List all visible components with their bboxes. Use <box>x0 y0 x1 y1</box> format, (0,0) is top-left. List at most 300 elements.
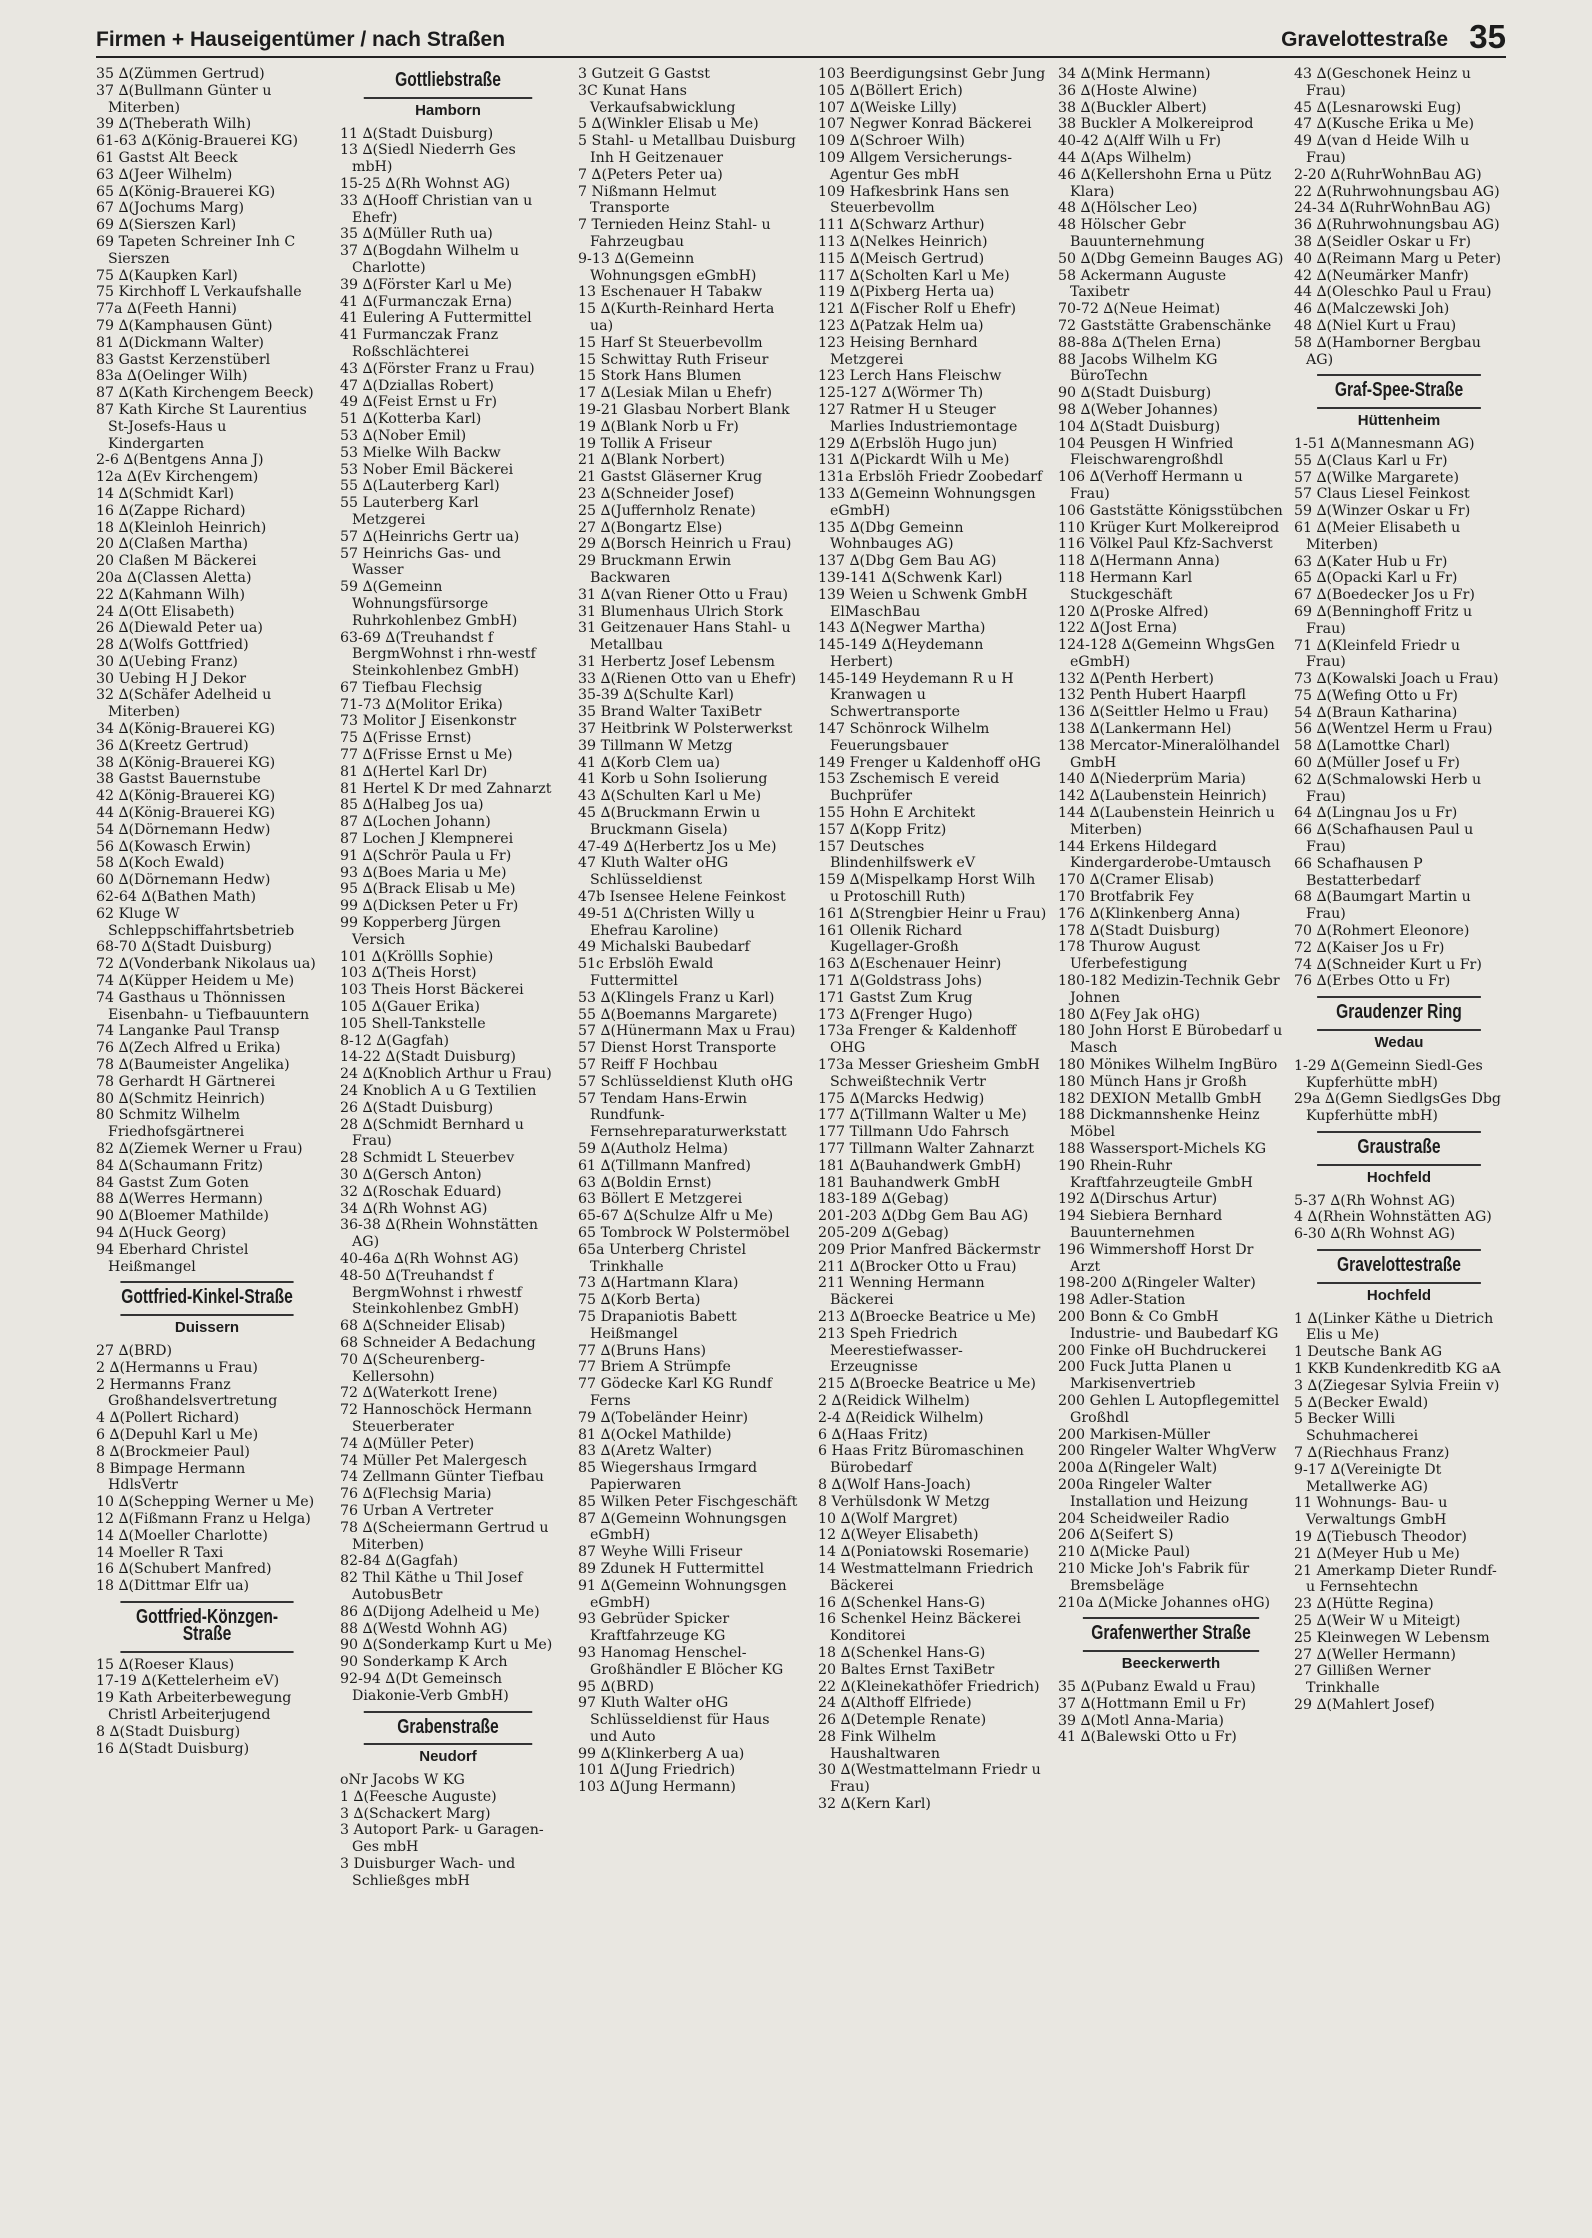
directory-entry: 14 ∆(Poniatowski Rosemarie) <box>818 1544 1030 1561</box>
directory-entry: 20a ∆(Classen Aletta) <box>96 569 252 586</box>
directory-entry: 97 Kluth Walter oHG Schlüsseldienst für Haus und Auto <box>578 1695 770 1745</box>
directory-entry: 211 Wenning Hermann Bäckerei <box>818 1275 985 1309</box>
directory-entry: 125-127 ∆(Wörmer Th) <box>818 385 984 402</box>
directory-entry: 82 Thil Käthe u Thil Josef AutobusBetr <box>340 1570 523 1603</box>
directory-entry: 78 ∆(Baumeister Angelika) <box>96 1057 290 1074</box>
directory-entry: 67 Tiefbau Flechsig <box>340 679 483 696</box>
street-heading: Graf-Spee-Straße <box>1317 374 1481 409</box>
directory-entry: 69 ∆(Benninghoff Fritz u Frau) <box>1294 603 1473 637</box>
directory-entry: 76 Urban A Vertreter <box>340 1502 494 1519</box>
directory-entry: 74 ∆(Müller Peter) <box>340 1435 475 1452</box>
directory-entry: 58 ∆(Koch Ewald) <box>96 855 225 872</box>
directory-entry: 47 ∆(Kusche Erika u Me) <box>1294 116 1475 133</box>
directory-entry: 72 ∆(Waterkott Irene) <box>340 1385 498 1402</box>
directory-entry: 127 Ratmer H u Steuger Marlies Industriemontage <box>818 401 1018 435</box>
directory-entry: 82 ∆(Ziemek Werner u Frau) <box>96 1141 303 1157</box>
directory-entry: 205-209 ∆(Gebag) <box>818 1224 949 1241</box>
directory-entry: oNr Jacobs W KG <box>340 1772 465 1789</box>
directory-entry: 48 ∆(Hölscher Leo) <box>1058 200 1198 217</box>
directory-entry: 70 ∆(Scheurenberg-Kellersohn) <box>340 1351 485 1385</box>
directory-entry: 81 ∆(Ockel Mathilde) <box>578 1426 732 1443</box>
directory-entry: 19 ∆(Blank Norb u Fr) <box>578 418 739 435</box>
directory-entry: 27 Gillißen Werner Trinkhalle <box>1294 1663 1431 1697</box>
directory-entry: 90 ∆(Bloemer Mathilde) <box>96 1208 269 1225</box>
directory-entry: 75 ∆(Frisse Ernst) <box>340 730 472 747</box>
directory-entry: 47b Isensee Helene Feinkost <box>578 889 786 906</box>
directory-entry: 15 Schwittay Ruth Friseur <box>578 351 769 368</box>
header-running-street: Gravelottestraße <box>1281 28 1448 51</box>
directory-entry: 105 ∆(Gauer Erika) <box>340 999 480 1016</box>
directory-entry: 27 ∆(BRD) <box>96 1342 173 1359</box>
directory-entry: 120 ∆(Proske Alfred) <box>1058 603 1209 620</box>
directory-entry: 28 ∆(Wolfs Gottfried) <box>96 637 249 654</box>
directory-entry: 92-94 ∆(Dt Gemeinsch Diakonie-Verb GmbH) <box>340 1670 509 1704</box>
directory-entry: 215 ∆(Broecke Beatrice u Me) <box>818 1376 1036 1393</box>
directory-entry: 75 ∆(Wefing Otto u Fr) <box>1294 687 1458 704</box>
directory-entry: 70-72 ∆(Neue Heimat) <box>1058 301 1221 318</box>
street-heading: Graudenzer Ring <box>1317 996 1481 1031</box>
directory-entry: 20 Claßen M Bäckerei <box>96 553 257 570</box>
directory-entry: 19 Kath Arbeiterbewegung Christl Arbeiterjugend <box>96 1690 292 1723</box>
directory-entry: 178 ∆(Stadt Duisburg) <box>1058 922 1221 939</box>
directory-entry: 15 ∆(Kurth-Reinhard Herta ua) <box>578 301 775 334</box>
directory-entry: 39 Tillmann W Metzg <box>578 737 733 754</box>
directory-entry: 88 ∆(Westd Wohnh AG) <box>340 1620 508 1637</box>
directory-entry: 56 ∆(Kowasch Erwin) <box>96 838 251 855</box>
directory-entry: 28 Fink Wilhelm Haushaltwaren <box>818 1728 941 1762</box>
directory-entry: 149 Frenger u Kaldenhoff oHG <box>818 754 1041 771</box>
directory-entry: 116 Völkel Paul Kfz-Sachverst <box>1058 536 1273 553</box>
directory-entry: 24 Knoblich A u G Textilien <box>340 1083 537 1100</box>
street-heading: Gottfried-Könzgen-Straße <box>120 1601 293 1653</box>
directory-entry: 3 Duisburger Wach- und Schließges mbH <box>340 1856 516 1889</box>
directory-entry: 106 ∆(Verhoff Hermann u Frau) <box>1058 469 1243 502</box>
directory-entry: 80 ∆(Schmitz Heinrich) <box>96 1090 265 1107</box>
directory-entry: 84 ∆(Schaumann Fritz) <box>96 1157 263 1174</box>
directory-entry: 7 ∆(Peters Peter ua) <box>578 166 723 183</box>
directory-entry: 44 ∆(Aps Wilhelm) <box>1058 149 1192 166</box>
directory-entry: 6 Haas Fritz Büromaschinen Bürobedarf <box>818 1443 1024 1477</box>
directory-entry: 74 Müller Pet Malergesch <box>340 1452 528 1469</box>
directory-entry: 65-67 ∆(Schulze Alfr u Me) <box>578 1208 774 1225</box>
directory-entry: 177 Tillmann Walter Zahnarzt <box>818 1141 1035 1157</box>
directory-entry: 16 ∆(Zappe Richard) <box>96 502 246 519</box>
directory-entry: 42 ∆(Neumärker Manfr) <box>1294 267 1469 284</box>
directory-entry: 28 Schmidt L Steuerbev <box>340 1150 515 1167</box>
directory-entry: 157 ∆(Kopp Fritz) <box>818 821 947 838</box>
directory-entry: 170 ∆(Cramer Elisab) <box>1058 872 1215 889</box>
directory-entry: 10 ∆(Wolf Margret) <box>818 1510 958 1527</box>
directory-entry: 109 Allgem Versicherungs-Agentur Ges mbH <box>818 149 1012 183</box>
directory-entry: 173a Frenger & Kaldenhoff OHG <box>818 1023 1017 1057</box>
directory-entry: 188 Dickmannshenke Heinz Möbel <box>1058 1107 1260 1141</box>
directory-entry: 133 ∆(Gemeinn Wohnungsgen eGmbH) <box>818 485 1036 519</box>
directory-entry: 40 ∆(Reimann Marg u Peter) <box>1294 250 1502 267</box>
street-heading: Grabenstraße <box>364 1711 532 1746</box>
directory-entry: 180-182 Medizin-Technik Gebr Johnen <box>1058 973 1280 1006</box>
directory-entry: 1 ∆(Feesche Auguste) <box>340 1788 497 1805</box>
directory-entry: 36-38 ∆(Rhein Wohnstätten AG) <box>340 1217 539 1251</box>
district-heading: Hochfeld <box>1366 1168 1432 1186</box>
directory-entry: 1-51 ∆(Mannesmann AG) <box>1294 435 1475 452</box>
directory-entry: 27 ∆(Bongartz Else) <box>578 519 723 536</box>
directory-entry: 1 ∆(Linker Käthe u Dietrich Elis u Me) <box>1294 1310 1494 1344</box>
directory-entry: 57 Heinrichs Gas- und Wasser <box>340 545 501 579</box>
directory-entry: 61-63 ∆(König-Brauerei KG) <box>96 133 299 150</box>
directory-entry: 9-13 ∆(Gemeinn Wohnungsgen eGmbH) <box>578 250 757 284</box>
directory-entry: 75 Kirchhoff L Verkaufshalle <box>96 284 302 301</box>
directory-entry: 30 ∆(Westmattelmann Friedr u Frau) <box>818 1762 1041 1796</box>
directory-entry: 107 Negwer Konrad Bäckerei <box>818 116 1032 133</box>
directory-entry: 196 Wimmershoff Horst Dr Arzt <box>1058 1241 1254 1275</box>
column-3 <box>578 66 798 2226</box>
directory-entry: 99 ∆(Dicksen Peter u Fr) <box>340 898 519 915</box>
directory-entry: 200 Ringeler Walter WhgVerw <box>1058 1443 1277 1460</box>
directory-entry: 200 Gehlen L Autopflegemittel Großhdl <box>1058 1392 1280 1426</box>
directory-entry: 211 ∆(Brocker Otto u Frau) <box>818 1258 1017 1275</box>
directory-entry: 34 ∆(Mink Hermann) <box>1058 66 1211 82</box>
directory-entry: 61 Gastst Alt Beeck <box>96 149 238 166</box>
directory-entry: 213 ∆(Broecke Beatrice u Me) <box>818 1308 1036 1325</box>
directory-entry: 173 ∆(Frenger Hugo) <box>818 1006 973 1023</box>
directory-entry: 93 Hanomag Henschel-Großhändler E Blöcher KG <box>578 1644 784 1678</box>
directory-entry: 17 ∆(Lesiak Milan u Ehefr) <box>578 385 773 402</box>
directory-entry: 123 Lerch Hans Fleischw <box>818 368 1002 385</box>
directory-entry: 210 ∆(Micke Paul) <box>1058 1544 1191 1561</box>
directory-entry: 194 Siebiera Bernhard Bauunternehmen <box>1058 1208 1223 1241</box>
directory-entry: 81 Hertel K Dr med Zahnarzt <box>340 780 552 797</box>
directory-entry: 122 ∆(Jost Erna) <box>1058 620 1178 637</box>
directory-entry: 22 ∆(Kahmann Wilh) <box>96 586 245 603</box>
directory-entry: 37 ∆(Bogdahn Wilhelm u Charlotte) <box>340 243 519 276</box>
directory-entry: 2-20 ∆(RuhrWohnBau AG) <box>1294 166 1482 183</box>
directory-entry: 99 ∆(Klinkerberg A ua) <box>578 1745 745 1762</box>
directory-entry: 25 ∆(Juffernholz Renate) <box>578 502 756 519</box>
directory-entry: 65 Tombrock W Polstermöbel <box>578 1224 790 1241</box>
directory-entry: 55 ∆(Claus Karl u Fr) <box>1294 452 1448 469</box>
directory-entry: 176 ∆(Klinkenberg Anna) <box>1058 905 1241 922</box>
directory-entry: 34 ∆(Rh Wohnst AG) <box>340 1200 488 1217</box>
directory-entry: 8 ∆(Stadt Duisburg) <box>96 1723 241 1740</box>
directory-entry: 83 Gastst Kerzenstüberl <box>96 351 271 368</box>
directory-entry: 21 Amerkamp Dieter Rundf- u Fernsehtechn <box>1294 1562 1497 1596</box>
directory-entry: 31 ∆(van Riener Otto u Frau) <box>578 586 789 603</box>
directory-entry: 75 ∆(Kaupken Karl) <box>96 267 238 284</box>
directory-entry: 94 Eberhard Christel Heißmangel <box>96 1241 249 1275</box>
directory-entry: 49-51 ∆(Christen Willy u Ehefrau Karoline) <box>578 905 755 939</box>
directory-entry: 170 Brotfabrik Fey <box>1058 889 1194 906</box>
directory-entry: 21 ∆(Meyer Hub u Me) <box>1294 1545 1460 1562</box>
directory-entry: 41 Korb u Sohn Isolierung <box>578 771 768 788</box>
directory-entry: 109 Hafkesbrink Hans sen Steuerbevollm <box>818 183 1010 217</box>
directory-entry: 3 Autoport Park- u Garagen-Ges mbH <box>340 1822 544 1856</box>
directory-entry: 143 ∆(Negwer Martha) <box>818 620 986 637</box>
directory-entry: 77 Briem A Strümpfe <box>578 1359 731 1376</box>
directory-entry: 11 ∆(Stadt Duisburg) <box>340 125 494 142</box>
directory-entry: 48 ∆(Niel Kurt u Frau) <box>1294 317 1457 334</box>
directory-entry: 7 ∆(Riechhaus Franz) <box>1294 1444 1450 1461</box>
directory-entry: 35 ∆(Zümmen Gertrud) <box>96 66 265 82</box>
directory-entry: 17-19 ∆(Kettelerheim eV) <box>96 1673 280 1690</box>
directory-entry: 42 ∆(König-Brauerei KG) <box>96 788 276 805</box>
directory-entry: 23 ∆(Schneider Josef) <box>578 485 735 502</box>
directory-entry: 40-42 ∆(Alff Wilh u Fr) <box>1058 133 1222 150</box>
directory-entry: 192 ∆(Dirschus Artur) <box>1058 1191 1218 1208</box>
directory-entry: 75 Drapaniotis Babett Heißmangel <box>578 1308 737 1342</box>
directory-entry: 180 ∆(Fey Jak oHG) <box>1058 1006 1201 1023</box>
directory-entry: 35 Brand Walter TaxiBetr <box>578 704 762 721</box>
directory-entry: 38 ∆(Seidler Oskar u Fr) <box>1294 233 1472 250</box>
directory-entry: 8 ∆(Wolf Hans-Joach) <box>818 1476 971 1493</box>
directory-entry: 210a ∆(Micke Johannes oHG) <box>1058 1594 1271 1611</box>
directory-entry: 15-25 ∆(Rh Wohnst AG) <box>340 175 511 192</box>
street-heading: Gottliebstraße <box>364 66 532 99</box>
directory-entry: 181 Bauhandwerk GmbH <box>818 1174 1001 1191</box>
directory-entry: 105 ∆(Böllert Erich) <box>818 82 963 99</box>
directory-entry: 137 ∆(Dbg Gem Bau AG) <box>818 553 997 570</box>
column-2 <box>340 66 556 2226</box>
directory-entry: 78 ∆(Scheiermann Gertrud u Miterben) <box>340 1519 549 1553</box>
directory-entry: 5 ∆(Becker Ewald) <box>1294 1394 1429 1411</box>
directory-entry: 115 ∆(Meisch Gertrud) <box>818 250 985 267</box>
directory-entry: 103 ∆(Theis Horst) <box>340 965 477 982</box>
directory-entry: 15 ∆(Roeser Klaus) <box>96 1656 235 1673</box>
directory-entry: 84 Gastst Zum Goten <box>96 1174 249 1191</box>
directory-entry: 8 ∆(Brockmeier Paul) <box>96 1443 250 1460</box>
directory-entry: 29a ∆(Gemn SiedlgsGes Dbg Kupferhütte mbH) <box>1294 1091 1501 1125</box>
directory-entry: 82-84 ∆(Gagfah) <box>340 1553 459 1570</box>
directory-entry: 32 ∆(Roschak Eduard) <box>340 1183 502 1200</box>
directory-entry: 90 Sonderkamp K Arch <box>340 1654 508 1671</box>
directory-entry: 58 Ackermann Auguste Taxibetr <box>1058 267 1227 301</box>
directory-entry: 101 ∆(Kröllls Sophie) <box>340 948 494 965</box>
directory-entry: 177 ∆(Tillmann Walter u Me) <box>818 1107 1027 1124</box>
directory-entry: 103 Theis Horst Bäckerei <box>340 982 524 999</box>
directory-entry: 36 ∆(Kreetz Gertrud) <box>96 737 249 754</box>
directory-entry: 67 ∆(Boedecker Jos u Fr) <box>1294 587 1475 604</box>
directory-entry: 14 Moeller R Taxi <box>96 1544 224 1561</box>
directory-entry: 10 ∆(Schepping Werner u Me) <box>96 1494 315 1511</box>
directory-entry: 7 Ternieden Heinz Stahl- u Fahrzeugbau <box>578 217 771 250</box>
directory-entry: 89 Zdunek H Futtermittel <box>578 1560 765 1577</box>
directory-entry: 132 ∆(Penth Herbert) <box>1058 670 1214 687</box>
directory-entry: 77 Gödecke Karl KG Rundf Ferns <box>578 1376 772 1409</box>
directory-entry: 40-46a ∆(Rh Wohnst AG) <box>340 1250 519 1267</box>
directory-entry: 86 ∆(Dijong Adelheid u Me) <box>340 1603 540 1620</box>
directory-entry: 30 ∆(Gersch Anton) <box>340 1167 482 1183</box>
directory-entry: 12 ∆(Fißmann Franz u Helga) <box>96 1510 311 1527</box>
directory-entry: 63-69 ∆(Treuhandst f BergmWohnst i rhn-westf Steinkohlenbez GmbH) <box>340 629 536 680</box>
directory-entry: 57 Dienst Horst Transporte <box>578 1040 777 1057</box>
directory-entry: 37 ∆(Hottmann Emil u Fr) <box>1058 1695 1247 1712</box>
directory-entry: 81 ∆(Hertel Karl Dr) <box>340 763 488 780</box>
directory-entry: 73 Molitor J Eisenkonstr <box>340 713 517 730</box>
directory-entry: 142 ∆(Laubenstein Heinrich) <box>1058 788 1267 805</box>
directory-entry: 1 Deutsche Bank AG <box>1294 1344 1443 1361</box>
directory-entry: 79 ∆(Tobeländer Heinr) <box>578 1409 749 1426</box>
directory-entry: 107 ∆(Weiske Lilly) <box>818 99 957 116</box>
directory-entry: 13 Eschenauer H Tabakw <box>578 284 763 301</box>
directory-entry: 85 ∆(Halbeg Jos ua) <box>340 797 484 814</box>
directory-entry: 83a ∆(Oelinger Wilh) <box>96 368 248 385</box>
directory-entry: 78 Gerhardt H Gärtnerei <box>96 1073 276 1090</box>
directory-entry: 21 Gastst Gläserner Krug <box>578 469 763 486</box>
directory-entry: 94 ∆(Huck Georg) <box>96 1224 227 1241</box>
directory-entry: 57 Tendam Hans-Erwin Rundfunk-Fernsehreparaturwerkstatt <box>578 1090 787 1141</box>
directory-entry: 18 ∆(Kleinloh Heinrich) <box>96 519 267 536</box>
directory-entry: 87 ∆(Kath Kirchengem Beeck) <box>96 385 314 402</box>
directory-entry: 93 Gebrüder Spicker Kraftfahrzeuge KG <box>578 1611 730 1645</box>
directory-entry: 20 ∆(Claßen Martha) <box>96 536 248 553</box>
column-6 <box>1294 66 1504 2226</box>
directory-entry: 29 ∆(Borsch Heinrich u Frau) <box>578 536 792 553</box>
directory-entry: 121 ∆(Fischer Rolf u Ehefr) <box>818 301 1017 318</box>
directory-entry: 15 Harf St Steuerbevollm <box>578 334 763 351</box>
directory-entry: 118 Hermann Karl Stuckgeschäft <box>1058 569 1193 603</box>
directory-entry: 171 ∆(Goldstrass Johs) <box>818 973 983 990</box>
directory-entry: 65 ∆(Opacki Karl u Fr) <box>1294 570 1458 587</box>
directory-entry: 39 ∆(Theberath Wilh) <box>96 116 252 133</box>
directory-entry: 101 ∆(Jung Friedrich) <box>578 1762 736 1779</box>
column-4 <box>818 66 1048 2226</box>
district-heading: Duissern <box>174 1319 240 1337</box>
directory-entry: 43 ∆(Schulten Karl u Me) <box>578 788 762 805</box>
column-1 <box>96 66 318 2226</box>
directory-entry: 72 ∆(Vonderbank Nikolaus ua) <box>96 956 316 973</box>
directory-entry: 27 ∆(Weller Hermann) <box>1294 1646 1456 1663</box>
directory-entry: 87 Lochen J Klempnerei <box>340 831 514 848</box>
directory-entry: 60 ∆(Müller Josef u Fr) <box>1294 755 1460 772</box>
directory-entry: 19-21 Glasbau Norbert Blank <box>578 401 790 418</box>
directory-entry: 85 Wilken Peter Fischgeschäft <box>578 1493 798 1510</box>
directory-entry: 35 ∆(Müller Ruth ua) <box>340 226 493 243</box>
directory-entry: 140 ∆(Niederprüm Maria) <box>1058 771 1246 788</box>
directory-entry: 39 ∆(Förster Karl u Me) <box>340 276 513 293</box>
directory-entry: 21 ∆(Blank Norbert) <box>578 452 725 469</box>
directory-entry: 5 Stahl- u Metallbau Duisburg Inh H Geitzenauer <box>578 133 796 166</box>
directory-entry: 85 Wiegershaus Irmgard Papierwaren <box>578 1460 758 1493</box>
directory-entry: 75 ∆(Korb Berta) <box>578 1292 701 1309</box>
directory-entry: 90 ∆(Sonderkamp Kurt u Me) <box>340 1637 553 1654</box>
directory-entry: 91 ∆(Gemeinn Wohnungsgen eGmbH) <box>578 1577 787 1611</box>
directory-entry: 53 Mielke Wilh Backw <box>340 444 501 461</box>
street-heading: Grafenwerther Straße <box>1083 1617 1259 1652</box>
directory-entry: 71 ∆(Kleinfeld Friedr u Frau) <box>1294 637 1461 671</box>
directory-entry: 24 ∆(Ott Elisabeth) <box>96 603 235 620</box>
directory-entry: 209 Prior Manfred Bäckermstr <box>818 1241 1041 1258</box>
directory-entry: 48 Hölscher Gebr Bauunternehmung <box>1058 217 1205 250</box>
directory-entry: 119 ∆(Pixberg Herta ua) <box>818 284 995 301</box>
directory-entry: 63 Böllert E Metzgerei <box>578 1191 743 1208</box>
directory-entry: 45 ∆(Bruckmann Erwin u Bruckmann Gisela) <box>578 805 761 838</box>
directory-entry: 161 ∆(Strengbier Heinr u Frau) <box>818 905 1047 922</box>
directory-entry: 16 ∆(Stadt Duisburg) <box>96 1740 250 1757</box>
directory-entry: 32 ∆(Schäfer Adelheid u Miterben) <box>96 687 272 721</box>
directory-entry: 109 ∆(Schroer Wilh) <box>818 133 965 150</box>
directory-entry: 99 Kopperberg Jürgen Versich <box>340 915 501 948</box>
directory-entry: 33 ∆(Rienen Otto van u Ehefr) <box>578 670 797 687</box>
directory-entry: 37 Heitbrink W Polsterwerkst <box>578 721 793 738</box>
directory-entry: 57 Reiff F Hochbau <box>578 1057 718 1074</box>
directory-entry: 41 ∆(Korb Clem ua) <box>578 754 721 771</box>
directory-entry: 74 Langanke Paul Transp <box>96 1023 280 1040</box>
directory-entry: 38 Buckler A Molkereiprod <box>1058 116 1254 133</box>
page-header <box>96 20 1506 58</box>
directory-entry: 51c Erbslöh Ewald Futtermittel <box>578 956 714 990</box>
directory-entry: 16 Schenkel Heinz Bäckerei Konditorei <box>818 1611 1021 1645</box>
directory-entry: 18 ∆(Schenkel Hans-G) <box>818 1644 986 1661</box>
directory-entry: 200 Finke oH Buchdruckerei <box>1058 1342 1267 1359</box>
directory-entry: 139-141 ∆(Schwenk Karl) <box>818 569 1003 586</box>
directory-entry: 31 Herbertz Josef Lebensm <box>578 653 775 670</box>
directory-entry: 80 Schmitz Wilhelm Friedhofsgärtnerei <box>96 1107 245 1141</box>
directory-entry: 43 ∆(Geschonek Heinz u Frau) <box>1294 66 1471 99</box>
directory-entry: 39 ∆(Motl Anna-Maria) <box>1058 1712 1224 1729</box>
directory-entry: 73 ∆(Hartmann Klara) <box>578 1275 739 1292</box>
directory-entry: 91 ∆(Schrör Paula u Fr) <box>340 847 512 864</box>
directory-entry: 28 ∆(Schmidt Bernhard u Frau) <box>340 1116 524 1150</box>
directory-entry: 132 Penth Hubert Haarpfl <box>1058 687 1246 704</box>
directory-entry: 19 ∆(Tiebusch Theodor) <box>1294 1528 1467 1545</box>
directory-entry: 5 Becker Willi Schuhmacherei <box>1294 1411 1419 1445</box>
directory-entry: 129 ∆(Erbslöh Hugo jun) <box>818 435 998 452</box>
directory-entry: 178 Thurow August Uferbefestigung <box>1058 939 1200 973</box>
directory-entry: 61 ∆(Tillmann Manfred) <box>578 1157 751 1174</box>
directory-entry: 88 Jacobs Wilhelm KG BüroTechn <box>1058 351 1218 385</box>
directory-entry: 77a ∆(Feeth Hanni) <box>96 301 237 318</box>
directory-entry: 3 ∆(Schackert Marg) <box>340 1805 491 1822</box>
directory-entry: 90 ∆(Stadt Duisburg) <box>1058 385 1212 402</box>
directory-entry: 147 Schönrock Wilhelm Feuerungsbauer <box>818 721 990 754</box>
directory-entry: 41 ∆(Balewski Otto u Fr) <box>1058 1729 1237 1746</box>
directory-entry: 200 Markisen-Müller <box>1058 1426 1211 1443</box>
directory-entry: 13 ∆(Siedl Niederrh Ges mbH) <box>340 142 516 176</box>
directory-entry: 11 Wohnungs- Bau- u Verwaltungs GmbH <box>1294 1495 1448 1529</box>
directory-entry: 53 ∆(Nober Emil) <box>340 427 467 444</box>
directory-entry: 59 ∆(Winzer Oskar u Fr) <box>1294 503 1471 520</box>
directory-entry: 31 Blumenhaus Ulrich Stork <box>578 603 783 620</box>
district-heading: Hüttenheim <box>1357 412 1441 430</box>
directory-entry: 19 Tollik A Friseur <box>578 435 712 452</box>
directory-entry: 47 Kluth Walter oHG Schlüsseldienst <box>578 855 729 889</box>
district-heading: Wedau <box>1374 1034 1424 1052</box>
directory-entry: 26 ∆(Diewald Peter ua) <box>96 620 263 637</box>
directory-entry: 24-34 ∆(RuhrWohnBau AG) <box>1294 200 1491 217</box>
directory-entry: 113 ∆(Nelkes Heinrich) <box>818 233 988 250</box>
directory-entry: 22 ∆(Ruhrwohnungsbau AG) <box>1294 183 1500 200</box>
directory-entry: 88 ∆(Werres Hermann) <box>96 1191 263 1208</box>
directory-entry: 49 ∆(Feist Ernst u Fr) <box>340 394 498 411</box>
district-heading: Hamborn <box>415 101 481 119</box>
directory-entry: 1 KKB Kundenkreditb KG aA <box>1294 1360 1501 1377</box>
directory-entry: 79 ∆(Kamphausen Günt) <box>96 317 273 334</box>
street-heading: Gravelottestraße <box>1317 1249 1481 1284</box>
directory-entry: 26 ∆(Stadt Duisburg) <box>340 1099 494 1116</box>
directory-entry: 118 ∆(Hermann Anna) <box>1058 553 1220 570</box>
directory-entry: 55 ∆(Lauterberg Karl) <box>340 478 500 495</box>
directory-entry: 6 ∆(Haas Fritz) <box>818 1426 928 1443</box>
directory-entry: 30 Uebing H J Dekor <box>96 670 247 687</box>
directory-entry: 105 Shell-Tankstelle <box>340 1015 486 1032</box>
directory-entry: 144 Erkens Hildegard Kindergarderobe-Umtausch <box>1058 838 1272 872</box>
directory-entry: 144 ∆(Laubenstein Heinrich u Miterben) <box>1058 805 1275 838</box>
street-heading: Graustraße <box>1317 1131 1481 1166</box>
directory-entry: 103 Beerdigungsinst Gebr Jung <box>818 66 1046 82</box>
directory-entry: 8 Verhülsdonk W Metzg <box>818 1493 990 1510</box>
directory-entry: 2 ∆(Reidick Wilhelm) <box>818 1392 970 1409</box>
directory-entry: 44 ∆(König-Brauerei KG) <box>96 805 276 822</box>
directory-entry: 50 ∆(Dbg Gemeinn Bauges AG) <box>1058 250 1284 267</box>
